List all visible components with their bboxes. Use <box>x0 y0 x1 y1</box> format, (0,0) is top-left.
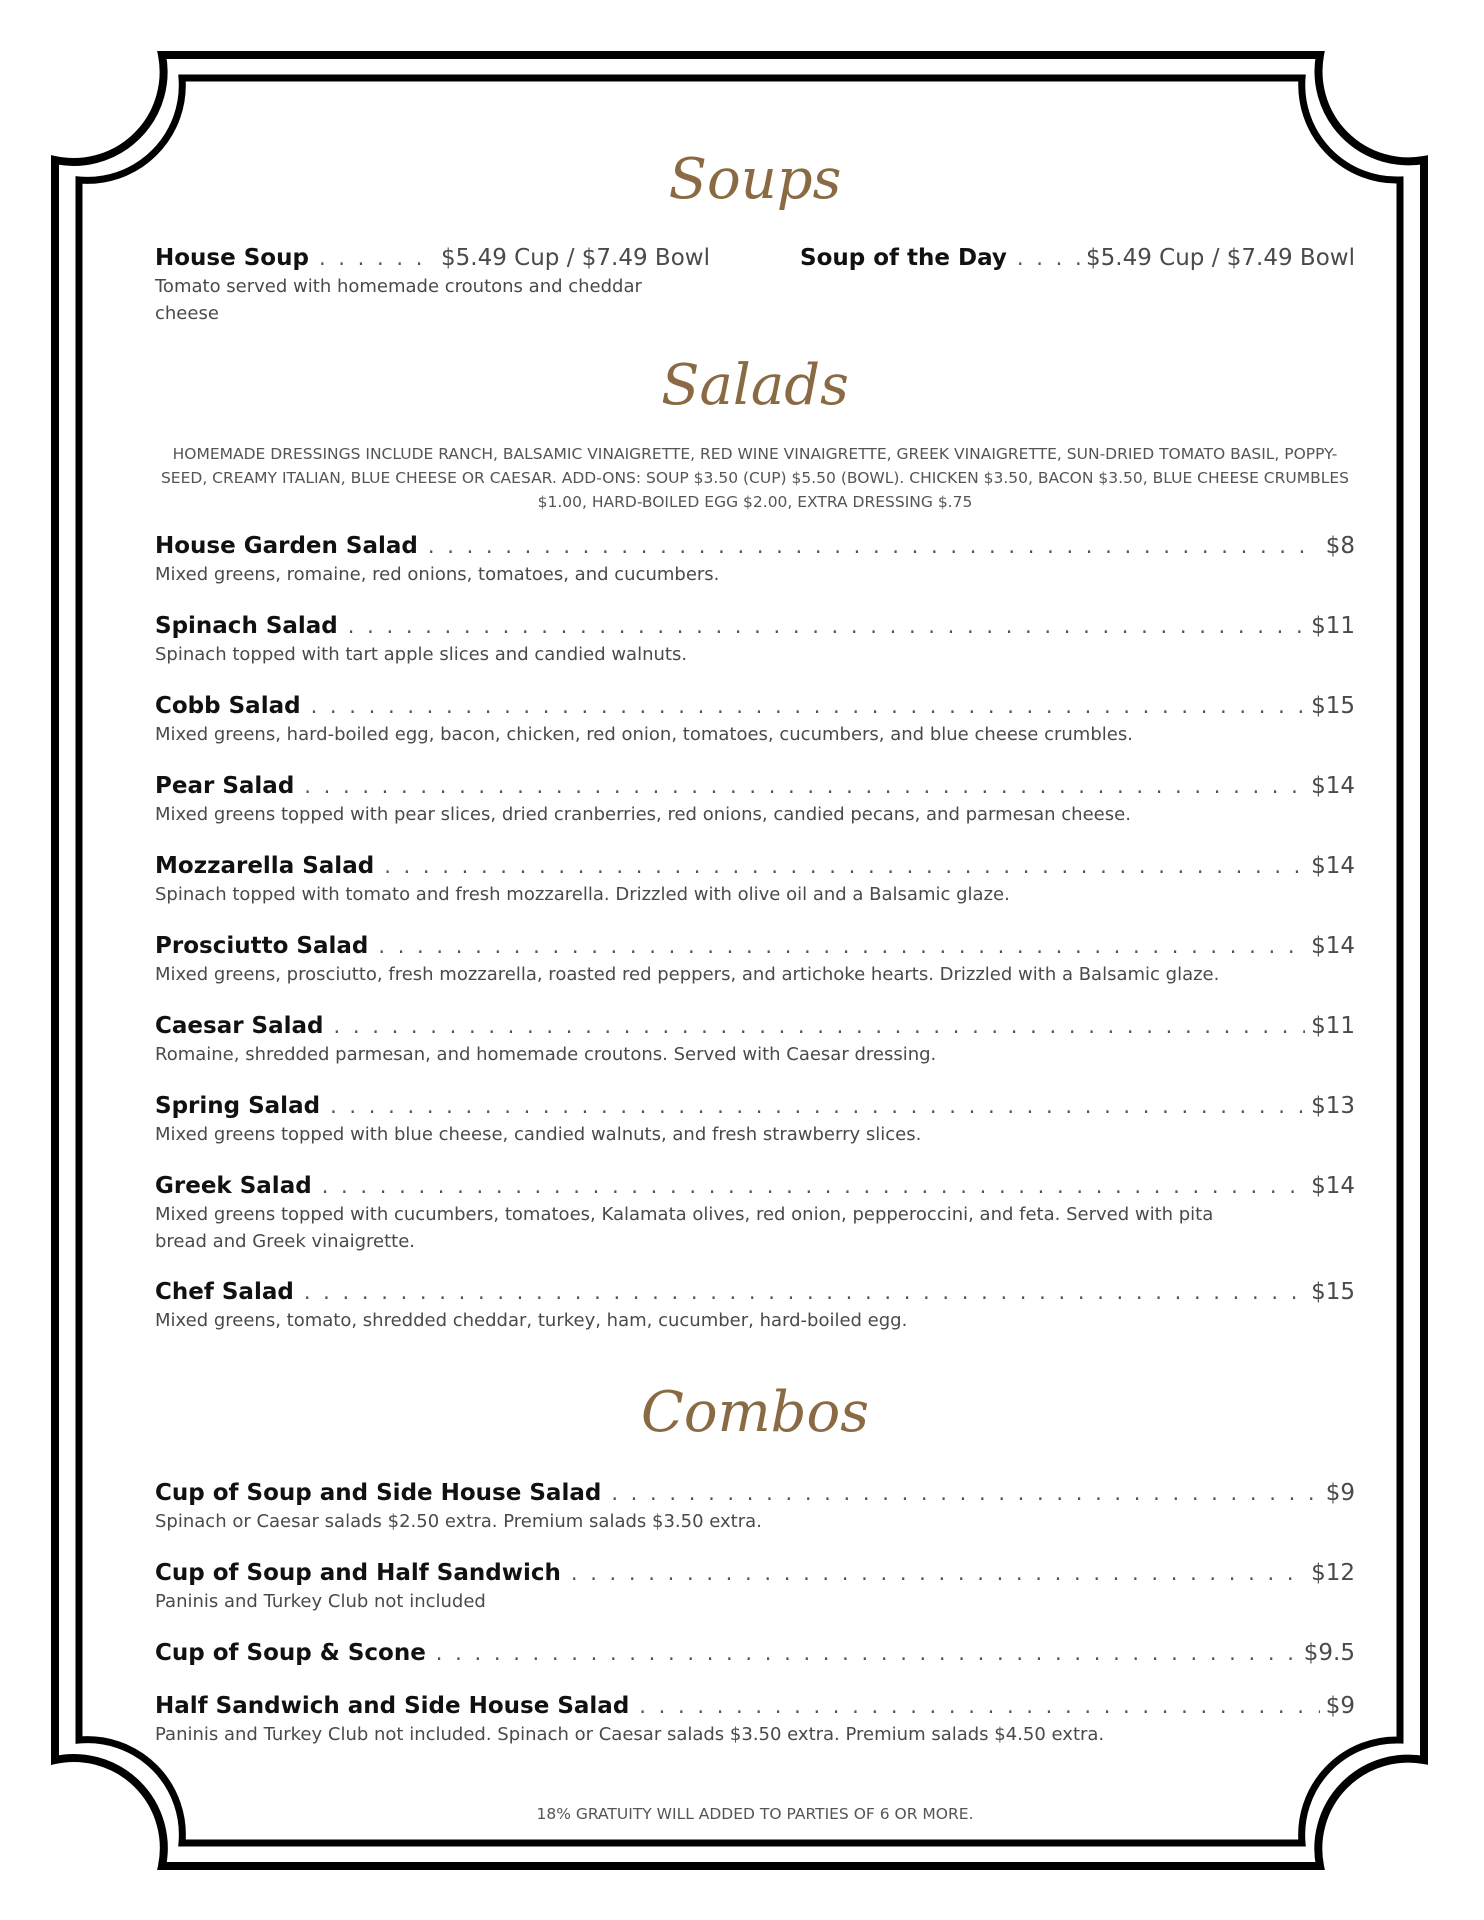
item-description: Mixed greens, romaine, red onions, tomatoes, and cucumbers. <box>155 564 720 585</box>
dot-leader <box>304 774 1305 798</box>
item-name: House Soup <box>155 245 309 271</box>
salad-item <box>155 613 1355 668</box>
item-name: Spring Salad <box>155 1093 321 1119</box>
item-price: $14 <box>1311 773 1355 799</box>
item-description: Mixed greens, hard-boiled egg, bacon, chicken, red onion, tomatoes, cucumbers, and blue cheese crumbles. <box>155 724 1133 745</box>
item-name: Half Sandwich and Side House Salad <box>155 1693 630 1719</box>
salad-item <box>155 533 1355 588</box>
salad-item <box>155 1013 1355 1068</box>
item-price: $8 <box>1325 533 1355 559</box>
item-description: Mixed greens topped with pear slices, dried cranberries, red onions, candied pecans, and parmesan cheese. <box>155 804 1131 825</box>
item-description: Mixed greens, prosciutto, fresh mozzarella, roasted red peppers, and artichoke hearts. Drizzled with a Balsamic glaze. <box>155 964 1220 985</box>
dot-leader <box>319 246 435 270</box>
soup-item-house <box>155 245 710 327</box>
item-name: Mozzarella Salad <box>155 853 375 879</box>
salads-title: Salads <box>661 353 849 418</box>
item-price: $14 <box>1311 1173 1355 1199</box>
item-name: Prosciutto Salad <box>155 933 369 959</box>
item-price: $14 <box>1311 853 1355 879</box>
combo-item <box>155 1640 1355 1666</box>
item-description: Mixed greens topped with blue cheese, candied walnuts, and fresh strawberry slices. <box>155 1124 922 1145</box>
item-price: $11 <box>1311 613 1355 639</box>
item-name: Spinach Salad <box>155 613 338 639</box>
item-name: Pear Salad <box>155 773 295 799</box>
item-name: House Garden Salad <box>155 533 418 559</box>
item-description: Romaine, shredded parmesan, and homemade croutons. Served with Caesar dressing. <box>155 1044 937 1065</box>
dot-leader <box>639 1694 1319 1718</box>
item-price: $9 <box>1325 1693 1355 1719</box>
item-description: Mixed greens topped with cucumbers, tomatoes, Kalamata olives, red onion, pepperoccini, and feta. Served with pita bread and Greek vinaigrette. <box>155 1204 1214 1252</box>
item-description: Paninis and Turkey Club not included <box>155 1591 486 1612</box>
salad-item <box>155 773 1355 828</box>
dot-leader <box>322 1174 1305 1198</box>
dot-leader <box>378 934 1305 958</box>
dot-leader <box>611 1481 1319 1505</box>
soups-title: Soups <box>668 147 842 212</box>
salad-item <box>155 1173 1355 1255</box>
item-price: $15 <box>1311 693 1355 719</box>
item-price: $12 <box>1311 1560 1355 1586</box>
item-name: Chef Salad <box>155 1279 294 1305</box>
dot-leader <box>571 1561 1305 1585</box>
salad-item <box>155 693 1355 748</box>
item-description: Paninis and Turkey Club not included. Spinach or Caesar salads $3.50 extra. Premium salads $4.50 extra. <box>155 1724 1105 1745</box>
item-name: Cobb Salad <box>155 693 301 719</box>
item-price: $9 <box>1325 1480 1355 1506</box>
dot-leader <box>330 1094 1305 1118</box>
salad-item <box>155 933 1355 988</box>
item-description: Tomato served with homemade croutons and cheddar cheese <box>155 276 642 324</box>
item-name: Caesar Salad <box>155 1013 324 1039</box>
item-price: $9.5 <box>1303 1640 1355 1666</box>
item-description: Spinach topped with tart apple slices and candied walnuts. <box>155 644 688 665</box>
item-price: $14 <box>1311 933 1355 959</box>
combo-item <box>155 1560 1355 1615</box>
item-price: $5.49 Cup / $7.49 Bowl <box>441 245 710 271</box>
item-description: Spinach topped with tomato and fresh mozzarella. Drizzled with olive oil and a Balsamic glaze. <box>155 884 1010 905</box>
item-price: $13 <box>1311 1093 1355 1119</box>
dot-leader <box>304 1280 1305 1304</box>
item-price: $11 <box>1311 1013 1355 1039</box>
dot-leader <box>334 1014 1306 1038</box>
item-description: Mixed greens, tomato, shredded cheddar, turkey, ham, cucumber, hard-boiled egg. <box>155 1310 908 1331</box>
item-price: $15 <box>1311 1279 1355 1305</box>
item-price: $5.49 Cup / $7.49 Bowl <box>1086 245 1355 271</box>
item-name: Cup of Soup & Scone <box>155 1640 426 1666</box>
salads-dressing-notice: HOMEMADE DRESSINGS INCLUDE RANCH, BALSAMIC VINAIGRETTE, RED WINE VINAIGRETTE, GREEK VINAIGRETTE, SUN-DRIED TOMATO BASIL, POPPY-SEED, CREAMY ITALIAN, BLUE CHEESE OR CAESAR. ADD-ONS: SOUP $3.50 (CUP) $5.50 (BOWL). CHICKEN $3.50, BACON $3.50, BLUE CHEESE CRUMBLES $1.00, HARD-BOILED EGG $2.00, EXTRA DRESSING $.75 <box>160 445 1350 511</box>
dot-leader <box>348 614 1305 638</box>
dot-leader <box>384 854 1305 878</box>
salad-item <box>155 853 1355 908</box>
dot-leader <box>436 1641 1298 1665</box>
soup-item-of-the-day <box>800 245 1355 271</box>
dot-leader <box>311 694 1306 718</box>
item-description: Spinach or Caesar salads $2.50 extra. Premium salads $3.50 extra. <box>155 1511 762 1532</box>
combo-item <box>155 1693 1355 1748</box>
dot-leader <box>1017 246 1080 270</box>
gratuity-notice: 18% GRATUITY WILL ADDED TO PARTIES OF 6 OR MORE. <box>536 1805 974 1823</box>
salad-item <box>155 1093 1355 1148</box>
combos-title: Combos <box>641 1380 869 1445</box>
item-name: Cup of Soup and Side House Salad <box>155 1480 602 1506</box>
item-name: Soup of the Day <box>800 245 1007 271</box>
combo-item <box>155 1480 1355 1535</box>
dot-leader <box>428 534 1320 558</box>
item-name: Greek Salad <box>155 1173 312 1199</box>
item-name: Cup of Soup and Half Sandwich <box>155 1560 561 1586</box>
salad-item <box>155 1279 1355 1334</box>
